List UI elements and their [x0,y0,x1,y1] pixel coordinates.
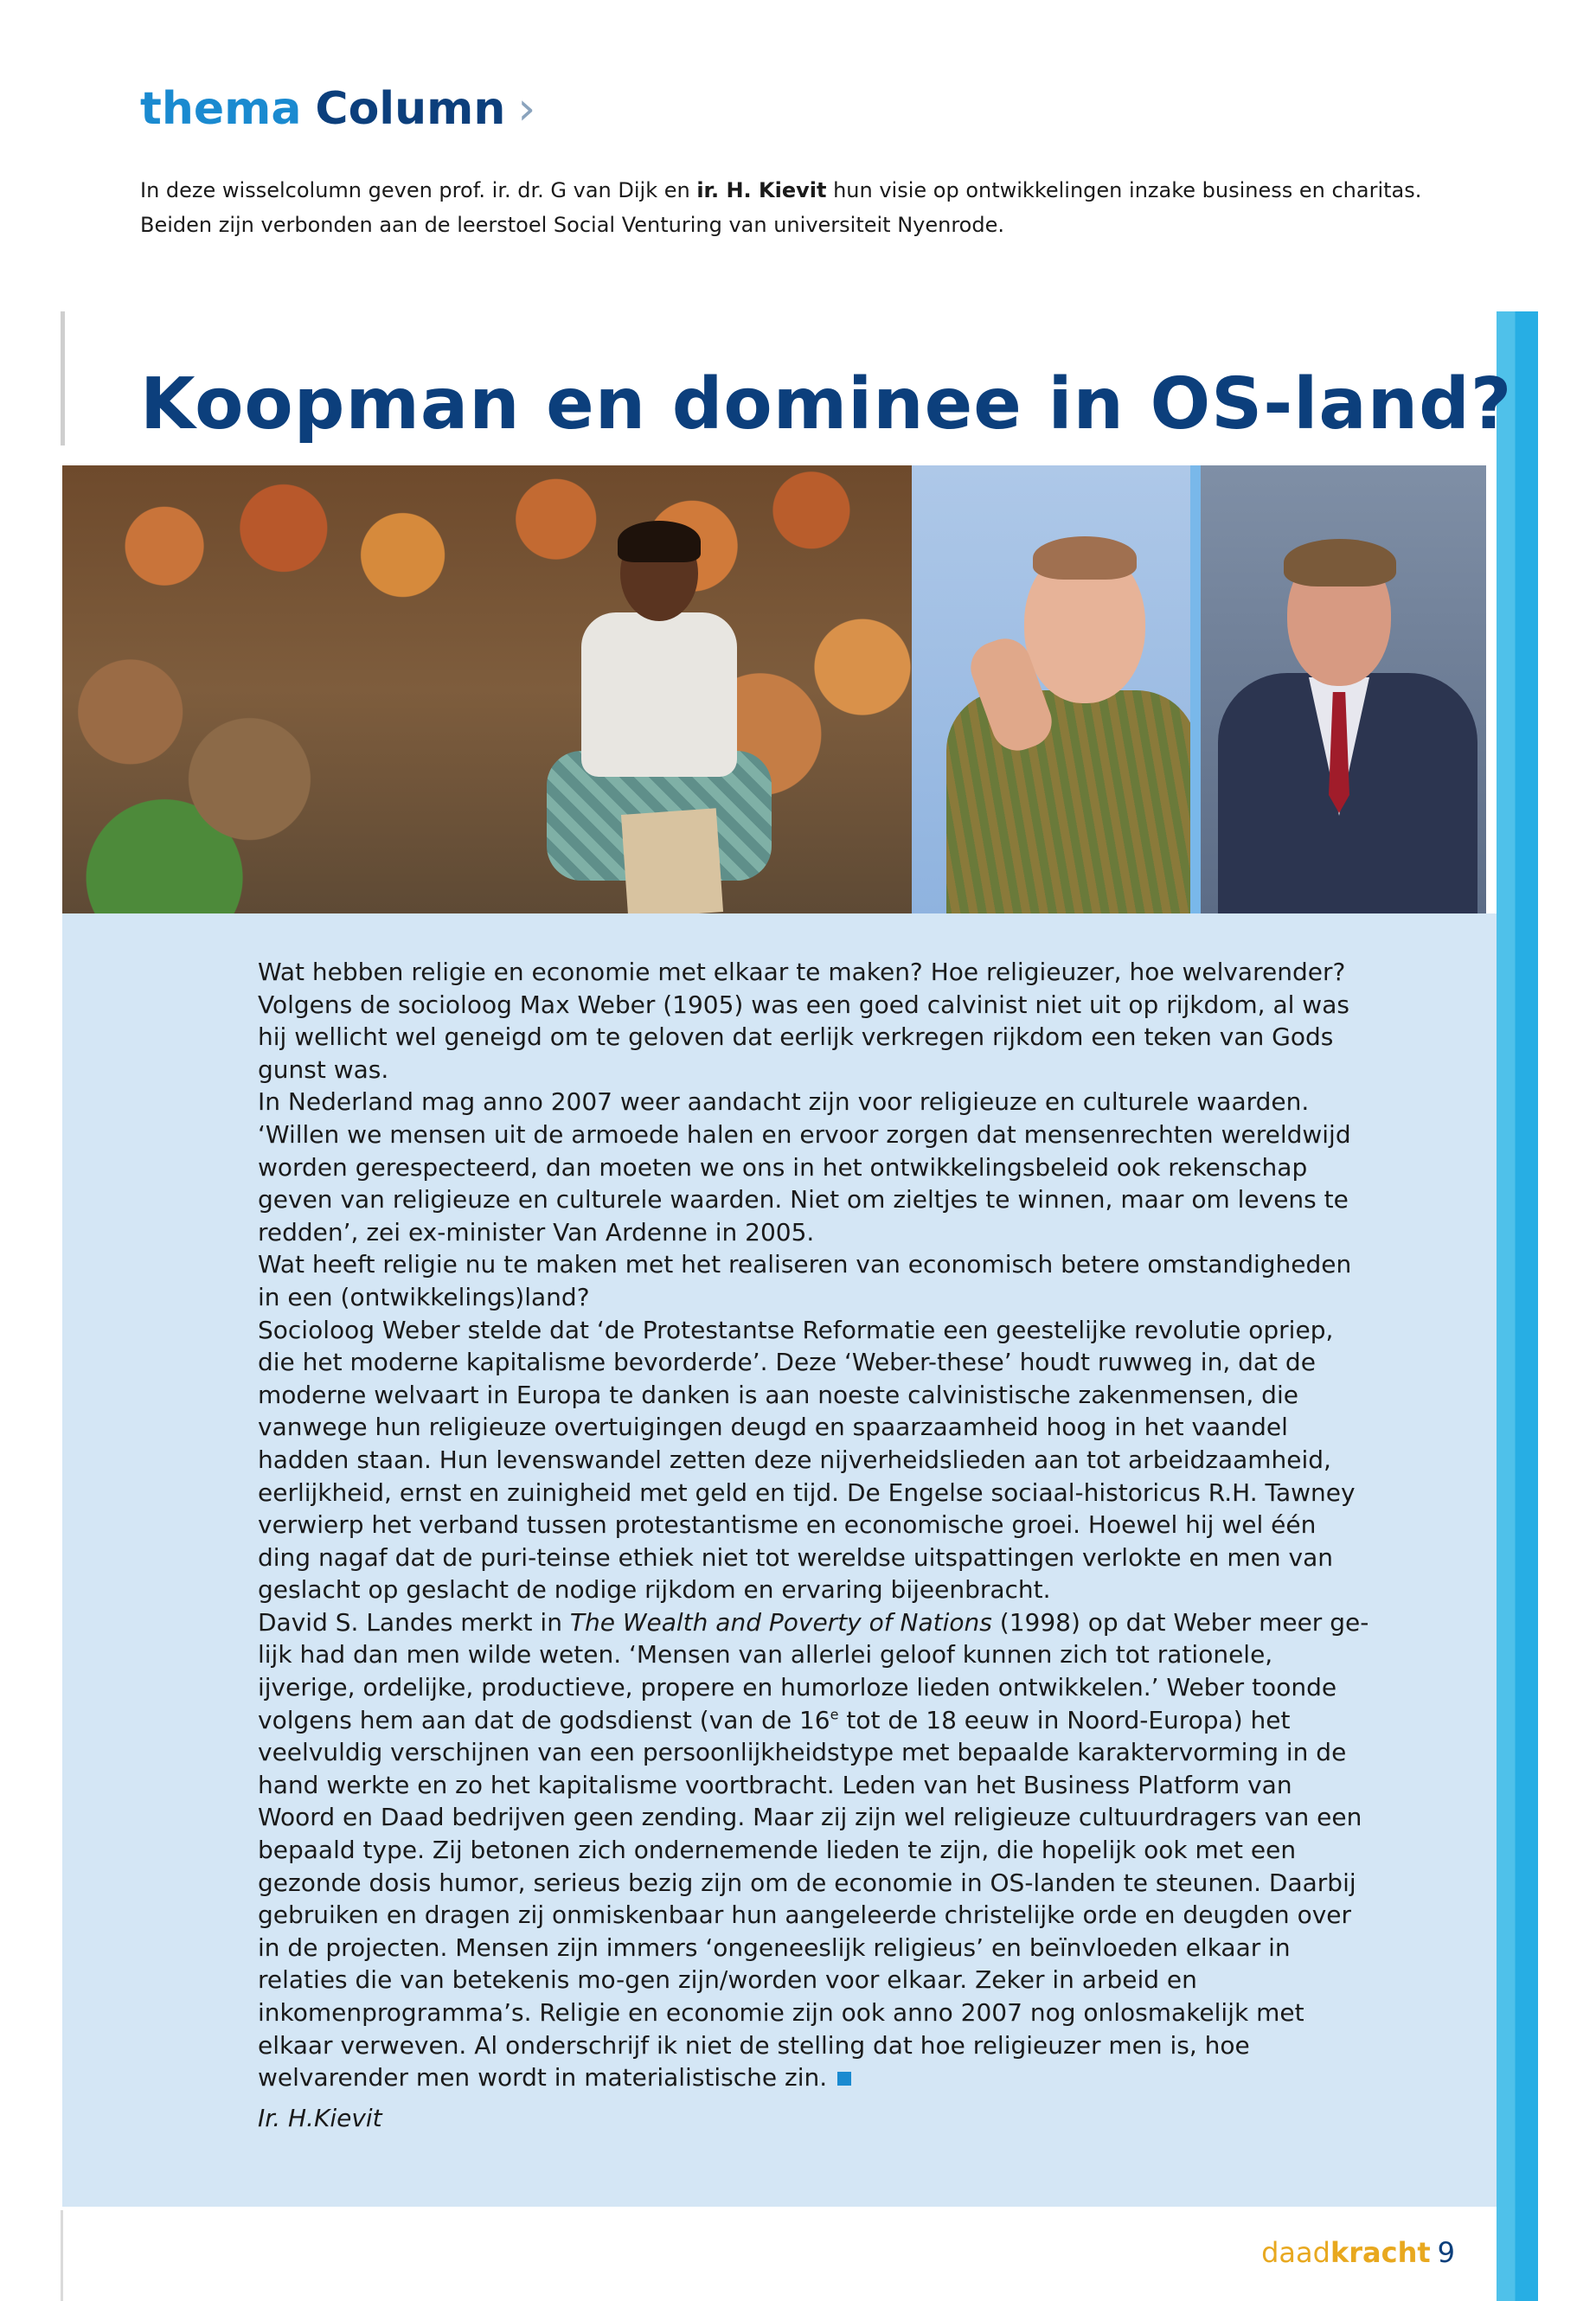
market-photo [62,465,913,913]
paragraph-text: David S. Landes merkt in [258,1607,570,1637]
paragraph-text: tot de 18 eeuw in Noord-Europa) het veelvuldig verschijnen van een persoonlijkheidstype met bepaalde karaktervorming in de hand werkte en zo het kapitalisme voortbracht. Leden van het Business Platform van Woord en Daad bedrijven geen zending. Maar zij zijn wel religieuze cultuurdragers van een bepaald type. Zij betonen zich ondernemende lieden te zijn, die hopelijk ook met een gezonde dosis humor, serieus bezig zijn om de economie in OS-landen te steunen. Daarbij gebruiken en dragen zij onmiskenbaar hun aangeleerde christelijke orde en deugden over in de projecten. Mensen zijn immers ‘ongeneeslijk religieus’ en beïnvloeden elkaar in relaties die van betekenis mo-gen zijn/worden voor elkaar. Zeker in arbeid en inkomenprogramma’s. Religie en economie zijn ook anno 2007 nog onlosmakelijk met elkaar verweven. Al onderschrijf ik niet de stelling dat hoe religieuzer men is, hoe welvarender men wordt in materialistische zin. [258,1705,1362,2093]
intro-line2: Beiden zijn verbonden aan de leerstoel Social Venturing van universiteit Nyenrode. [140,213,1004,237]
page-number: 9 [1437,2236,1455,2269]
article-paragraph: In Nederland mag anno 2007 weer aandacht zijn voor religieuze en culturele waarden. ‘Willen we mensen uit de armoede halen en ervoor zorgen dat mensenrechten wereldwijd worden gerespecteerd, dan moeten we ons in het ontwikkelingsbeleid ook rekenschap geven van religieuze en culturele waarden. Niet om zieltjes te winnen, maar om levens te redden’, zei ex-minister Van Ardenne in 2005. [258,1087,1351,1247]
section-label-thema: thema [140,83,302,135]
portrait-photo-2 [1201,465,1486,913]
photo-strip [62,465,1538,913]
brand-name-bold: kracht [1330,2236,1431,2269]
article-paragraph: Socioloog Weber stelde dat ‘de Protestantse Reformatie een geestelijke revolutie opriep, die het moderne kapitalisme bevorderde’. Deze ‘Weber-these’ houdt ruwweg in, dat de moderne welvaart in Europa te danken is aan noeste calvinistische zakenmensen, die vanwege hun religieuze overtuigingen deugd en spaarzaamheid hoog in het vaandel hadden staan. Hun levenswandel zetten deze nijverheidslieden aan tot arbeidzaamheid, eerlijkheid, ernst en zuinigheid met geld en tijd. De Engelse sociaal-historicus R.H. Tawney verwierp het verband tussen protestantisme en economische groei. Hoewel hij wel één ding nagaf dat de puri-teinse ethiek niet tot wereldse uitspattingen verlokte en men van geslacht op geslacht de nodige rijkdom en ervaring bijeenbracht. [258,1315,1356,1605]
chevron-right-icon: › [517,83,536,135]
photo-divider [1190,465,1201,913]
portrait-photo-1 [912,465,1190,913]
page-footer [1261,2236,1455,2269]
intro-line1-pre: In deze wisselcolumn geven prof. ir. dr. G van Dijk en [140,178,697,202]
intro-line1-post: hun visie op ontwikkelingen inzake business en charitas. [826,178,1422,202]
intro-author-name: ir. H. Kievit [696,178,827,202]
left-margin-rule [61,311,65,445]
paragraph-text: (1998) op dat Weber meer ge-lijk had dan men wilde weten. ‘Mensen van allerlei geloof kunnen zich tot rationele, ijverige, ordelijke, productieve, propere en humorloze lieden ontwikkelen.’ Weber toonde volgens hem aan dat de godsdienst (van de 16 [258,1607,1369,1734]
end-square-icon [837,2072,851,2086]
author-signature: Ir. H.Kievit [258,2104,382,2132]
article-paragraph: Wat heeft religie nu te maken met het realiseren van economisch betere omstandigheden in een (ontwikkelings)land? [258,1250,1352,1311]
market-boy-figure [547,526,763,889]
section-label-column: Column [315,83,506,135]
article-paragraph: Wat hebben religie en economie met elkaar te maken? Hoe religieuzer, hoe welvarender? Volgens de socioloog Max Weber (1905) was een goed calvinist niet uit op rijkdom, al was hij wellicht wel geneigd om te geloven dat eerlijk verkregen rijkdom een teken van Gods gunst was. [258,958,1349,1084]
article-title: Koopman en dominee in OS-land? [140,363,1513,445]
article-body [258,956,1374,2094]
book-title: The Wealth and Poverty of Nations [569,1607,992,1637]
section-header [140,83,536,135]
superscript: e [830,1706,839,1723]
left-margin-rule [61,2210,63,2301]
intro-text [140,173,1490,242]
article-paragraph [258,1606,1374,2094]
brand-name-light: daad [1261,2236,1330,2269]
